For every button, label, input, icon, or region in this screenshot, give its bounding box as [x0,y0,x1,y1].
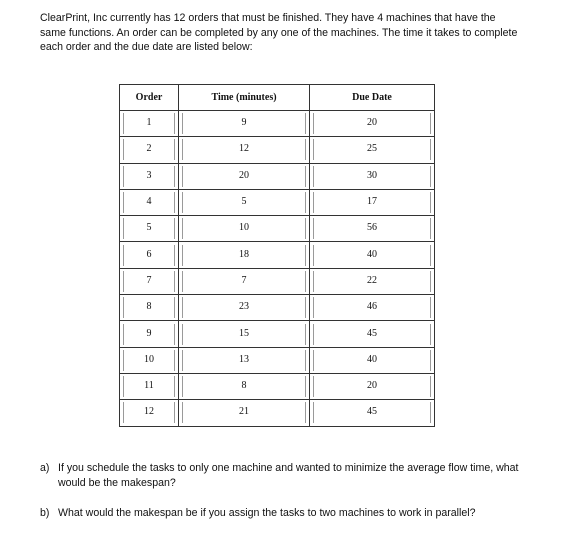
order-cell: 11 [120,373,179,399]
orders-table [119,84,435,427]
due-date-cell: 56 [310,216,435,242]
time-cell: 13 [179,347,310,373]
time-cell: 15 [179,321,310,347]
table-row [120,295,435,321]
due-date-cell: 25 [310,137,435,163]
time-cell: 10 [179,216,310,242]
time-cell: 21 [179,400,310,426]
table-header-row [120,85,435,111]
question-text: If you schedule the tasks to only one machine and wanted to minimize the average flow time, what would be the makespan? [58,462,519,489]
time-cell: 9 [179,111,310,137]
table-row [120,400,435,426]
time-cell: 5 [179,189,310,215]
table-row [120,373,435,399]
table-row [120,163,435,189]
column-header-time: Time (minutes) [179,85,310,111]
table-row [120,347,435,373]
problem-intro: ClearPrint, Inc currently has 12 orders that must be finished. They have 4 machines that have the same functions. An order can be completed by any one of the machines. The time it takes to complete each order and the due date are listed below: [40,12,518,54]
due-date-cell: 17 [310,189,435,215]
table-row [120,189,435,215]
due-date-cell: 46 [310,295,435,321]
order-cell: 4 [120,189,179,215]
due-date-cell: 40 [310,347,435,373]
time-cell: 23 [179,295,310,321]
table-row [120,111,435,137]
question-text: What would the makespan be if you assign the tasks to two machines to work in parallel? [58,507,476,519]
due-date-cell: 20 [310,111,435,137]
column-header-due-date: Due Date [310,85,435,111]
order-cell: 6 [120,242,179,268]
column-header-order: Order [120,85,179,111]
order-cell: 5 [120,216,179,242]
question-marker: b) [40,507,50,519]
question-b [40,506,540,521]
table-row [120,216,435,242]
time-cell: 8 [179,373,310,399]
order-cell: 7 [120,268,179,294]
due-date-cell: 30 [310,163,435,189]
table-row [120,137,435,163]
order-cell: 10 [120,347,179,373]
table-row [120,268,435,294]
order-cell: 2 [120,137,179,163]
table-row [120,242,435,268]
due-date-cell: 45 [310,400,435,426]
due-date-cell: 22 [310,268,435,294]
due-date-cell: 20 [310,373,435,399]
order-cell: 3 [120,163,179,189]
order-cell: 1 [120,111,179,137]
time-cell: 20 [179,163,310,189]
question-marker: a) [40,462,50,474]
time-cell: 12 [179,137,310,163]
question-a [40,461,520,490]
order-cell: 8 [120,295,179,321]
due-date-cell: 45 [310,321,435,347]
order-cell: 12 [120,400,179,426]
order-cell: 9 [120,321,179,347]
table-row [120,321,435,347]
due-date-cell: 40 [310,242,435,268]
time-cell: 18 [179,242,310,268]
time-cell: 7 [179,268,310,294]
